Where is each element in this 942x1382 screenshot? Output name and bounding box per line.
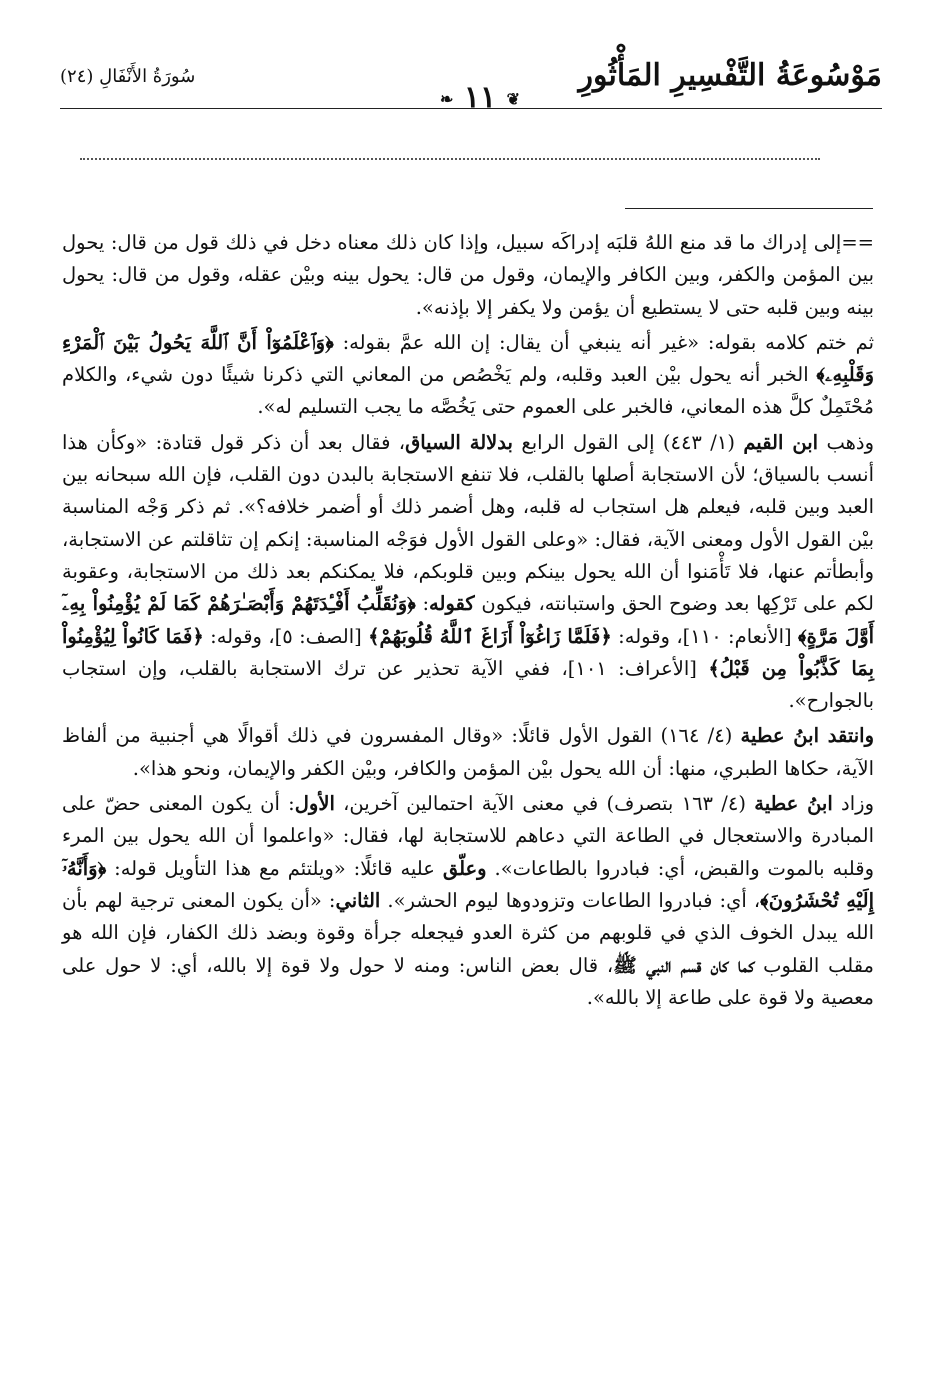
bold-segment: ﴿وَنُقَلِّبُ أَفْـِٔدَتَهُمْ وَأَبْصَـٰرَهُمْ كَمَا لَمْ يُؤْمِنُواْ بِهِۦٓ أَوَّلَ مَرَّةٍ﴾ (62, 592, 875, 648)
book-title: مَوْسُوعَةُ التَّفْسِيرِ المَأْثُورِ (578, 58, 882, 93)
paragraph-conclusion (62, 327, 874, 424)
text-segment: : أن يكون المعنى حضّ على المبادرة والاستعجال في الطاعة التي دعاهم للاستجابة لها، فقال: «واعلموا أن الله يحول بين المرء وقلبه بالموت والقبض، أي: فبادروا بالطاعات». (62, 792, 875, 880)
paragraph-ibn-alqayyim (62, 427, 874, 718)
text-segment: ، فقال بعد أن ذكر قول قتادة: «وكأن هذا أنسب بالسياق؛ لأن الاستجابة أصلها بالقلب، فلا تنفع الاستجابة بالبدن دون القلب، فإن الله سبحانه بين العبد وبين قلبه، فيعلم هل استجاب له قلبه، وهل أضمر ذلك أو أضمر خلافه؟». ثم ذكر وَجْه المناسبة بيْن القول الأول ومعنى الآية، فقال: «وعلى القول الأول فوَجْه المناسبة: إنكم إن تثاقلتم عن الاستجابة، وأبطأتم عنها، فلا تَأْمَنوا أن الله يحول بينكم وبين قلوبكم، فلا يمكنكم بعد ذلك من الاستجابة، وعقوبة لكم على تَرْكِها بعد وضوح الحق واستبانته، فيكون (62, 430, 874, 616)
bold-segment: ﴿فَلَمَّا زَاغُوٓاْ أَزَاغَ ٱللَّهُ قُلُوبَهُمْ﴾ (368, 624, 612, 648)
header-divider (60, 108, 882, 109)
text-segment: ، قال بعض الناس: ومنه لا حول ولا قوة إلا بالله، أي: لا حول على معصية ولا قوة على طاعة إلا بالله». (62, 953, 874, 1009)
text-segment: [الأنعام: ١١٠]، وقوله: (611, 624, 798, 648)
paragraph-continuation (62, 227, 874, 324)
page-header (60, 58, 882, 118)
text-segment: الخبر أنه يحول بيْن العبد وقلبه، ولم يَخْصُص من المعاني التي ذكرنا شيئًا دون شيء، والكلام مُحْتَمِلٌ كلَّ هذه المعاني، فالخبر على العموم حتى يَخُصَّه ما يجب التسليم له». (62, 363, 874, 419)
text-segment: : «أن يكون المعنى ترجية لهم بأن الله يبدل الخوف الذي في قلوبهم من كثرة العدو فيجعله جرأة وقوة وبضد ذلك الكفار، فإن الله هو مقلب القلوب (62, 888, 875, 977)
page-number: ١١ (463, 80, 497, 115)
bold-segment: كقوله (429, 592, 475, 616)
text-segment: : (415, 592, 430, 616)
text-segment: (٤/ ١٦٣ بتصرف) في معنى الآية احتمالين آخرين، (334, 792, 755, 816)
paragraph-ibn-atiyyah-addition (62, 788, 874, 1014)
page-number-block (425, 80, 535, 115)
bold-segment: ابن القيم (743, 430, 819, 454)
sura-label: سُورَةُ الأَنْفَالِ (٢٤) (60, 66, 196, 87)
bold-segment: ابنُ عطية (754, 792, 833, 816)
footnote-body (62, 227, 874, 1014)
ornament-right-icon: ❦ (506, 89, 520, 109)
paragraph-ibn-atiyyah-critique (62, 720, 874, 785)
bold-segment: كما كان قسم النبي ﷺ (613, 953, 755, 977)
bold-segment: ﴿وَٱعْلَمُوٓاْ أَنَّ ٱللَّهَ يَحُولُ بَيْنَ ٱلْمَرْءِ وَقَلْبِهِۦ﴾ (62, 330, 874, 387)
dotted-divider (80, 158, 820, 160)
footnote-divider (625, 208, 873, 209)
text-segment: ، أي: فبادروا الطاعات وتزودوها ليوم الحشر». (380, 888, 761, 912)
bold-segment: بدلالة السياق (405, 430, 513, 454)
text-segment: ثم ختم كلامه بقوله: «غير أنه ينبغي أن يقال: إن الله عمَّ بقوله: (333, 330, 874, 354)
bold-segment: ﴿فَمَا كَانُواْ لِيُؤْمِنُواْ بِمَا كَذَّبُواْ مِن قَبْلُ﴾ (62, 624, 875, 680)
text-segment: عليه قائلًا: «ويلتئم مع هذا التأويل قوله: (106, 856, 443, 880)
text-segment: وذهب (818, 430, 874, 454)
bold-segment: الأول (294, 792, 335, 816)
bold-segment: ﴿وَأَنَّهُۥٓ إِلَيْهِ تُحْشَرُونَ﴾ (62, 856, 874, 912)
text-segment: (٤/ ١٦٤) القول الأول قائلًا: «وقال المفسرون في ذلك أقوالًا هي أجنبية من ألفاظ الآية، حكاها الطبري، منها: أن الله يحول بيْن المؤمن والكافر، وبيْن الكفر والإيمان، ونحو هذا». (62, 724, 874, 780)
text-segment: (١/ ٤٤٣) إلى القول الرابع (512, 430, 744, 454)
ornament-left-icon: ❧ (440, 89, 454, 109)
bold-segment: الثاني (335, 888, 381, 912)
text-segment: [الأعراف: ١٠١]، ففي الآية تحذير عن ترك الاستجابة بالقلب، وإن استجاب بالجوارح». (62, 656, 874, 713)
bold-segment: وانتقد ابنُ عطية (740, 724, 875, 748)
bold-segment: وعلّق (442, 856, 487, 880)
text-segment: ==إلى إدراك ما قد منع اللهُ قلبَه إدراكَه سبيل، وإذا كان ذلك معناه دخل في ذلك قول من قال: يحول بين المؤمن والكفر، وبين الكافر والإيمان، وقول من قال: يحول بينه وبيْن عقله، وقول من قال: يحول بينه وبين قلبه حتى لا يستطيع أن يؤمن ولا يكفر إلا بإذنه». (62, 231, 874, 319)
text-segment: [الصف: ٥]، وقوله: (203, 624, 369, 648)
text-segment: وزاد (832, 792, 874, 816)
